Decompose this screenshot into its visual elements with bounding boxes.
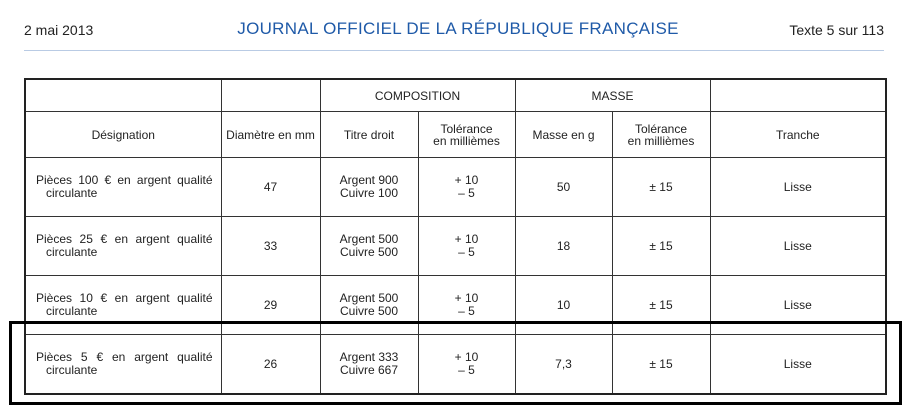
designation-line: Pièces 100 € en argent qualité <box>36 173 213 187</box>
titre-cell <box>320 335 418 395</box>
designation-line: circulante <box>46 186 98 200</box>
designation-cell <box>25 335 221 395</box>
designation-line: Pièces 5 € en argent qualité <box>36 350 213 364</box>
tranche-cell: Lisse <box>710 158 886 217</box>
tolerance-cell <box>418 158 515 217</box>
empty-header-cell <box>221 79 320 112</box>
tolerance-composition-header <box>418 112 515 158</box>
table-row <box>25 276 886 335</box>
tolerance-line: + 10 <box>454 350 479 364</box>
titre-line: Cuivre 667 <box>339 363 399 377</box>
designation-header: Désignation <box>25 112 221 158</box>
tolerance-line: – 5 <box>458 304 475 318</box>
table-column-header-row <box>25 112 886 158</box>
header-line: Tolérance <box>634 121 688 136</box>
masse-cell: 18 <box>515 217 612 276</box>
titre-line: Argent 900 <box>339 173 399 187</box>
designation-line: Pièces 10 € en argent qualité <box>36 291 213 305</box>
journal-title: JOURNAL OFFICIEL DE LA RÉPUBLIQUE FRANÇAISE <box>237 19 679 38</box>
designation-cell <box>25 217 221 276</box>
tolerance-masse-cell: ± 15 <box>612 158 710 217</box>
header-date: 2 mai 2013 <box>24 22 94 38</box>
text-reference: Texte 5 sur 113 <box>789 22 884 38</box>
tolerance-masse-cell: ± 15 <box>612 335 710 395</box>
coin-specification-table <box>24 78 887 395</box>
table-row <box>25 335 886 395</box>
designation-line: circulante <box>46 245 98 259</box>
masse-header: Masse en g <box>515 112 612 158</box>
diametre-cell: 29 <box>221 276 320 335</box>
diametre-cell: 47 <box>221 158 320 217</box>
tolerance-line: – 5 <box>458 186 475 200</box>
header-line: en millièmes <box>433 133 500 148</box>
designation-cell <box>25 276 221 335</box>
page-header <box>0 0 916 52</box>
titre-line: Cuivre 100 <box>339 186 399 200</box>
tolerance-masse-cell: ± 15 <box>612 217 710 276</box>
designation-line: circulante <box>46 363 98 377</box>
tolerance-cell <box>418 217 515 276</box>
diametre-cell: 26 <box>221 335 320 395</box>
titre-cell <box>320 276 418 335</box>
table-group-header-row <box>25 79 886 112</box>
empty-header-cell <box>710 79 886 112</box>
composition-group-header: COMPOSITION <box>320 79 515 112</box>
titre-line: Argent 500 <box>339 232 399 246</box>
tolerance-line: – 5 <box>458 363 475 377</box>
masse-cell: 50 <box>515 158 612 217</box>
tolerance-line: – 5 <box>458 245 475 259</box>
designation-line: Pièces 25 € en argent qualité <box>36 232 213 246</box>
tolerance-cell <box>418 335 515 395</box>
tranche-cell: Lisse <box>710 276 886 335</box>
tolerance-line: + 10 <box>454 173 479 187</box>
tolerance-line: + 10 <box>454 291 479 305</box>
titre-line: Argent 500 <box>339 291 399 305</box>
table-row <box>25 217 886 276</box>
titre-line: Cuivre 500 <box>339 245 399 259</box>
tolerance-line: + 10 <box>454 232 479 246</box>
diametre-cell: 33 <box>221 217 320 276</box>
titre-cell <box>320 158 418 217</box>
tranche-cell: Lisse <box>710 335 886 395</box>
titre-header: Titre droit <box>320 112 418 158</box>
header-line: Tolérance <box>440 121 493 136</box>
table-row <box>25 158 886 217</box>
designation-line: circulante <box>46 304 98 318</box>
diametre-header: Diamètre en mm <box>221 112 320 158</box>
titre-line: Cuivre 500 <box>339 304 399 318</box>
tolerance-cell <box>418 276 515 335</box>
empty-header-cell <box>25 79 221 112</box>
titre-cell <box>320 217 418 276</box>
tolerance-masse-header <box>612 112 710 158</box>
masse-group-header: MASSE <box>515 79 710 112</box>
designation-cell <box>25 158 221 217</box>
masse-cell: 10 <box>515 276 612 335</box>
header-divider <box>24 50 884 51</box>
tolerance-masse-cell: ± 15 <box>612 276 710 335</box>
tranche-header: Tranche <box>710 112 886 158</box>
titre-line: Argent 333 <box>339 350 399 364</box>
masse-cell: 7,3 <box>515 335 612 395</box>
header-line: en millièmes <box>627 133 695 148</box>
tranche-cell: Lisse <box>710 217 886 276</box>
